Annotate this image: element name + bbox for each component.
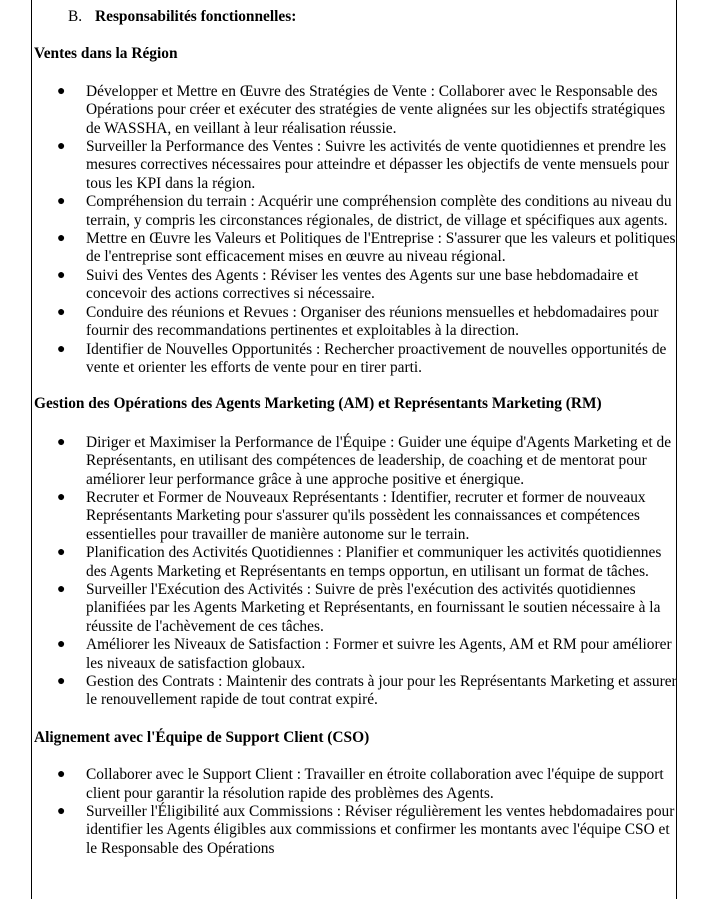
subsection-title: Responsabilités fonctionnelles: — [95, 8, 297, 25]
list-item-text: Améliorer les Niveaux de Satisfaction : Former et suivre les Agents, AM et RM pour améliorer les niveaux de satisfaction globaux. — [86, 636, 672, 672]
bullet-icon: ● — [57, 194, 66, 210]
list-item-text: Conduire des réunions et Revues : Organiser des réunions mensuelles et hebdomadaires pour fournir des recommandations pertinentes et exploitables à la direction. — [86, 303, 659, 340]
bullet-icon: ● — [57, 637, 66, 653]
list-item — [34, 434, 682, 489]
list-item-text: Surveiller l'Exécution des Activités : Suivre de près l'exécution des activités quotidiennes planifiées par les Agents Marketing et Représentants, en fournissant le soutien nécessaire à la réussite de l'achèvement de ces tâches. — [86, 580, 661, 635]
bullet-icon: ● — [57, 489, 66, 505]
bullet-icon: ● — [57, 434, 66, 450]
bullet-icon: ● — [57, 804, 66, 820]
list-item-text: Surveiller la Performance des Ventes : Suivre les activités de vente quotidiennes et prendre les mesures correctives nécessaires pour atteindre et dépasser les objectifs de vente mensuels pour tous les KPI dans la région. — [86, 138, 669, 192]
bullet-icon: ● — [57, 341, 66, 357]
bullet-icon: ● — [57, 304, 66, 320]
bullet-icon: ● — [57, 83, 66, 99]
sales-responsibilities-list — [34, 83, 682, 378]
list-item-text: Gestion des Contrats : Maintenir des contrats à jour pour les Représentants Marketing et assurer le renouvellement rapide de tout contrat expiré. — [86, 673, 677, 709]
subsection-letter: B. — [68, 8, 83, 25]
cso-responsibilities-list — [34, 766, 682, 858]
list-item — [34, 304, 682, 341]
list-item-text: Collaborer avec le Support Client : Travailler en étroite collaboration avec l'équipe de support client pour garantir la résolution rapide des problèmes des Agents. — [86, 766, 664, 802]
bullet-icon: ● — [57, 674, 66, 689]
list-item-text: Identifier de Nouvelles Opportunités : Rechercher proactivement de nouvelles opportunités de vente et orienter les efforts de vente pour en tirer parti. — [86, 340, 667, 376]
section-heading-cso: Alignement avec l'Équipe de Support Client (CSO) — [34, 728, 370, 746]
list-item-text: Planification des Activités Quotidiennes : Planifier et communiquer les activités quotidiennes des Agents Marketing et Représentants en temps opportun, en utilisant un format de tâches. — [86, 544, 662, 580]
bullet-icon: ● — [57, 581, 66, 597]
list-item — [34, 766, 682, 803]
list-item — [34, 544, 682, 581]
list-item — [34, 581, 682, 636]
list-item-text: Surveiller l'Éligibilité aux Commissions : Réviser régulièrement les ventes hebdomadaires pour identifier les Agents éligibles aux commissions et confirmer les montants avec l'équipe CSO et le Responsable des Opérations — [86, 803, 675, 857]
agents-responsibilities-list — [34, 434, 682, 710]
bullet-icon: ● — [57, 545, 66, 561]
list-item-text: Suivi des Ventes des Agents : Réviser les ventes des Agents sur une base hebdomadaire et concevoir des actions correctives si nécessaire. — [86, 266, 639, 303]
list-item-text: Développer et Mettre en Œuvre des Stratégies de Vente : Collaborer avec le Responsable des Opérations pour créer et exécuter des stratégies de vente alignées sur les objectifs stratégiques de WASSHA, en veillant à leur réalisation réussie. — [86, 82, 666, 137]
bullet-icon: ● — [57, 767, 66, 783]
bullet-icon: ● — [57, 139, 66, 155]
list-item — [34, 193, 682, 230]
section-heading-sales: Ventes dans la Région — [34, 45, 178, 63]
list-item — [34, 636, 682, 673]
list-item — [34, 83, 682, 138]
list-item — [34, 230, 682, 267]
list-item — [34, 138, 682, 193]
list-item — [34, 267, 682, 304]
list-item-text: Diriger et Maximiser la Performance de l'Équipe : Guider une équipe d'Agents Marketing et de Représentants, en utilisant des compétences de leadership, de coaching et de mentorat pour améliorer leur performance grâce à une approche positive et énergique. — [86, 433, 672, 488]
list-item — [34, 803, 682, 858]
list-item-text: Compréhension du terrain : Acquérir une compréhension complète des conditions au niveau du terrain, y compris les circonstances régionales, de district, de village et spécifiques aux agents. — [86, 193, 672, 229]
subsection-heading — [68, 8, 682, 26]
section-heading-agents: Gestion des Opérations des Agents Marketing (AM) et Représentants Marketing (RM) — [34, 395, 602, 413]
bullet-icon: ● — [57, 267, 66, 283]
list-item-text: Mettre en Œuvre les Valeurs et Politiques de l'Entreprise : S'assurer que les valeurs et politiques de l'entreprise sont efficacement mises en œuvre au niveau régional. — [86, 230, 676, 266]
list-item-text: Recruter et Former de Nouveaux Représentants : Identifier, recruter et former de nouveaux Représentants Marketing pour s'assurer qu'ils possèdent les connaissances et compétences essentielles pour travailler de manière autonome sur le terrain. — [86, 488, 646, 543]
bullet-icon: ● — [57, 231, 66, 247]
list-item — [34, 673, 682, 710]
document-body — [34, 8, 682, 858]
list-item — [34, 341, 682, 378]
list-item — [34, 489, 682, 544]
